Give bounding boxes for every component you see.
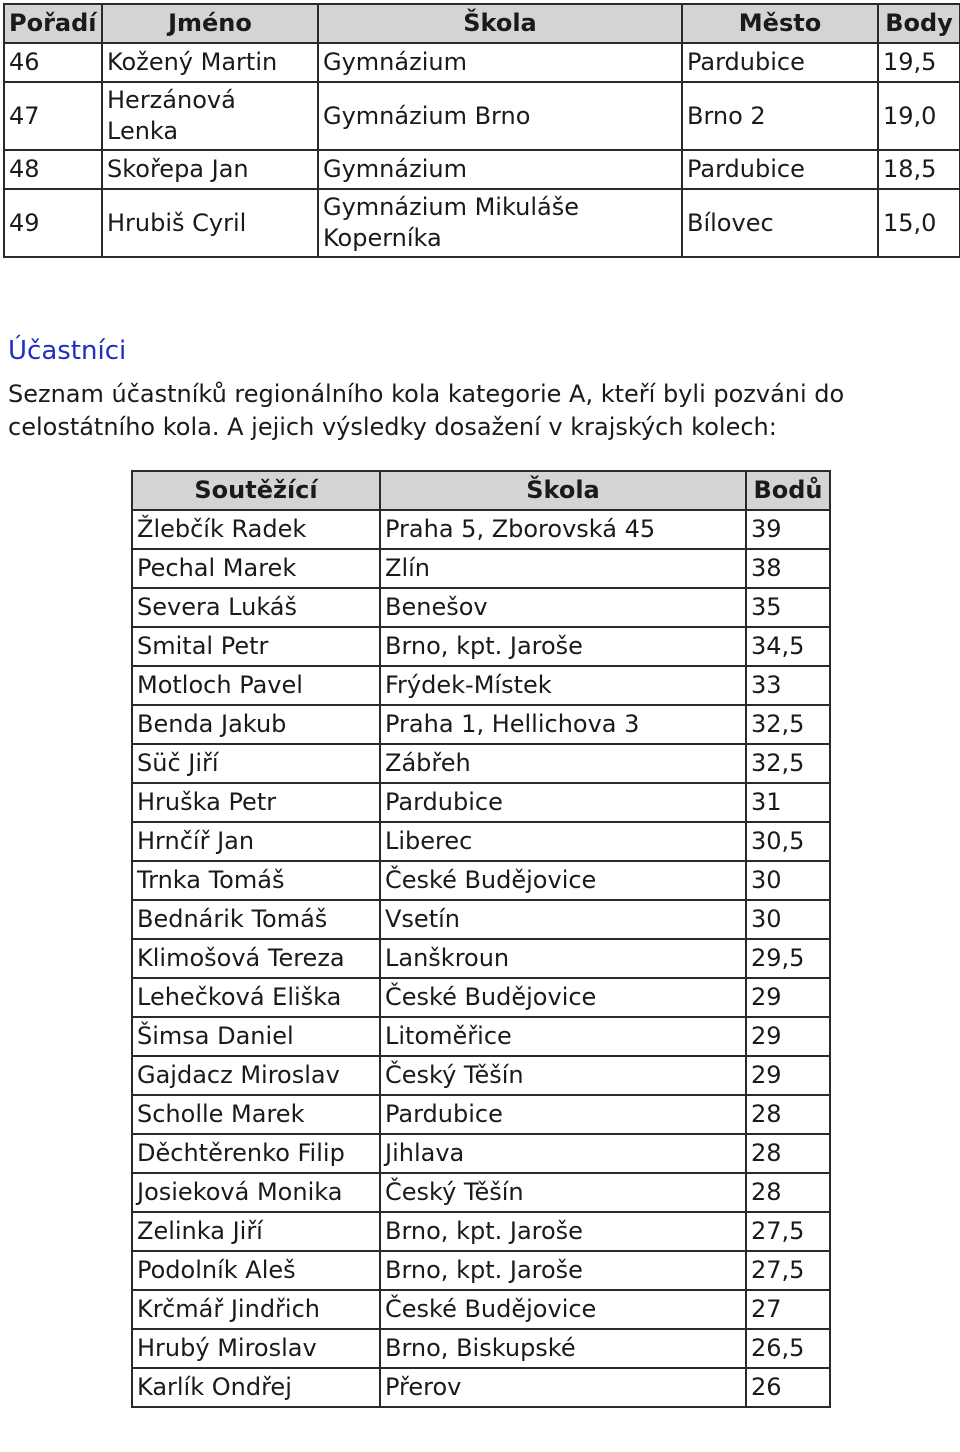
participant-name: Žlebčík Radek [132,510,380,549]
participant-row [132,1290,830,1329]
participant-points: 31 [746,783,830,822]
participant-points: 28 [746,1095,830,1134]
participant-points: 39 [746,510,830,549]
participant-row [132,1329,830,1368]
ranking-header-school: Škola [318,4,682,43]
participant-name: Severa Lukáš [132,588,380,627]
participant-name: Krčmář Jindřich [132,1290,380,1329]
ranking-header-row [4,4,960,43]
participant-school: České Budějovice [380,861,746,900]
participant-school: Praha 5, Zborovská 45 [380,510,746,549]
ranking-row [4,43,960,82]
participant-row [132,978,830,1017]
participant-row [132,1095,830,1134]
participant-points: 29 [746,978,830,1017]
participant-row [132,627,830,666]
participant-school: Benešov [380,588,746,627]
participant-points: 32,5 [746,705,830,744]
participant-school: Český Těšín [380,1056,746,1095]
participants-table [131,470,831,1408]
participant-row [132,510,830,549]
participants-header-row [132,471,830,510]
participant-school: Lanškroun [380,939,746,978]
participant-name: Zelinka Jiří [132,1212,380,1251]
participant-row [132,666,830,705]
participant-row [132,1056,830,1095]
ranking-header-rank: Pořadí [4,4,102,43]
participant-name: Lehečková Eliška [132,978,380,1017]
ranking-header-city: Město [682,4,878,43]
participant-school: Český Těšín [380,1173,746,1212]
ranking-row [4,189,960,257]
participant-row [132,1173,830,1212]
participant-name: Karlík Ondřej [132,1368,380,1407]
participant-points: 28 [746,1134,830,1173]
participant-points: 34,5 [746,627,830,666]
participant-school: Brno, Biskupské [380,1329,746,1368]
section-intro: Seznam účastníků regionálního kola kategorie A, kteří byli pozváni do celostátního kola. A jejich výsledky dosažení v krajských kolech: [8,380,845,441]
participants-header-points: Bodů [746,471,830,510]
ranking-row [4,150,960,189]
participant-name: Hrnčíř Jan [132,822,380,861]
participant-row [132,1134,830,1173]
participant-points: 27,5 [746,1212,830,1251]
participant-name: Benda Jakub [132,705,380,744]
participant-school: Pardubice [380,783,746,822]
participant-points: 30 [746,861,830,900]
participants-body [132,510,830,1407]
ranking-header-points: Body [878,4,960,43]
participant-row [132,744,830,783]
ranking-city: Pardubice [682,43,878,82]
participant-points: 29 [746,1056,830,1095]
participant-row [132,822,830,861]
participant-row [132,588,830,627]
participant-name: Trnka Tomáš [132,861,380,900]
participants-header-school: Škola [380,471,746,510]
participant-points: 29,5 [746,939,830,978]
participant-name: Podolník Aleš [132,1251,380,1290]
participant-school: Brno, kpt. Jaroše [380,1251,746,1290]
participant-name: Hruška Petr [132,783,380,822]
ranking-points: 15,0 [878,189,960,257]
participant-school: Brno, kpt. Jaroše [380,1212,746,1251]
participant-row [132,549,830,588]
participant-name: Bednárik Tomáš [132,900,380,939]
participant-name: Děchtěrenko Filip [132,1134,380,1173]
participant-points: 33 [746,666,830,705]
participant-row [132,783,830,822]
participant-row [132,705,830,744]
participant-points: 38 [746,549,830,588]
ranking-rank: 47 [4,82,102,150]
participant-school: České Budějovice [380,978,746,1017]
ranking-row [4,82,960,150]
participant-name: Pechal Marek [132,549,380,588]
participant-name: Josieková Monika [132,1173,380,1212]
ranking-name: Kožený Martin [102,43,318,82]
participants-header-name: Soutěžící [132,471,380,510]
participant-school: Praha 1, Hellichova 3 [380,705,746,744]
participant-row [132,861,830,900]
participant-points: 30 [746,900,830,939]
participant-row [132,1251,830,1290]
participant-row [132,900,830,939]
participant-points: 30,5 [746,822,830,861]
participant-school: Frýdek-Místek [380,666,746,705]
ranking-points: 19,0 [878,82,960,150]
ranking-points: 19,5 [878,43,960,82]
ranking-school: Gymnázium Brno [318,82,682,150]
participant-school: Přerov [380,1368,746,1407]
participant-row [132,1212,830,1251]
participant-name: Hrubý Miroslav [132,1329,380,1368]
ranking-table [3,3,960,258]
participant-name: Süč Jiří [132,744,380,783]
participant-points: 32,5 [746,744,830,783]
ranking-city: Brno 2 [682,82,878,150]
ranking-rank: 48 [4,150,102,189]
ranking-name: Skořepa Jan [102,150,318,189]
participant-school: Jihlava [380,1134,746,1173]
participant-points: 29 [746,1017,830,1056]
ranking-school: Gymnázium [318,150,682,189]
participant-school: Liberec [380,822,746,861]
ranking-name: Hrubiš Cyril [102,189,318,257]
ranking-rank: 49 [4,189,102,257]
participant-name: Šimsa Daniel [132,1017,380,1056]
participant-points: 26 [746,1368,830,1407]
participant-school: Pardubice [380,1095,746,1134]
participant-school: Vsetín [380,900,746,939]
participant-school: Zlín [380,549,746,588]
participant-name: Klimošová Tereza [132,939,380,978]
ranking-city: Bílovec [682,189,878,257]
participant-name: Scholle Marek [132,1095,380,1134]
participant-name: Gajdacz Miroslav [132,1056,380,1095]
participant-school: České Budějovice [380,1290,746,1329]
participant-school: Brno, kpt. Jaroše [380,627,746,666]
participant-school: Zábřeh [380,744,746,783]
ranking-school: Gymnázium [318,43,682,82]
ranking-header-name: Jméno [102,4,318,43]
participant-row [132,1017,830,1056]
participant-points: 27 [746,1290,830,1329]
participant-points: 26,5 [746,1329,830,1368]
participant-row [132,1368,830,1407]
participant-name: Motloch Pavel [132,666,380,705]
participant-points: 27,5 [746,1251,830,1290]
participant-school: Litoměřice [380,1017,746,1056]
participant-points: 35 [746,588,830,627]
ranking-points: 18,5 [878,150,960,189]
section-heading: Účastníci [8,336,127,366]
ranking-school: Gymnázium Mikuláše Koperníka [318,189,682,257]
participant-points: 28 [746,1173,830,1212]
ranking-city: Pardubice [682,150,878,189]
participant-row [132,939,830,978]
participant-name: Smital Petr [132,627,380,666]
ranking-name: Herzánová Lenka [102,82,318,150]
ranking-rank: 46 [4,43,102,82]
